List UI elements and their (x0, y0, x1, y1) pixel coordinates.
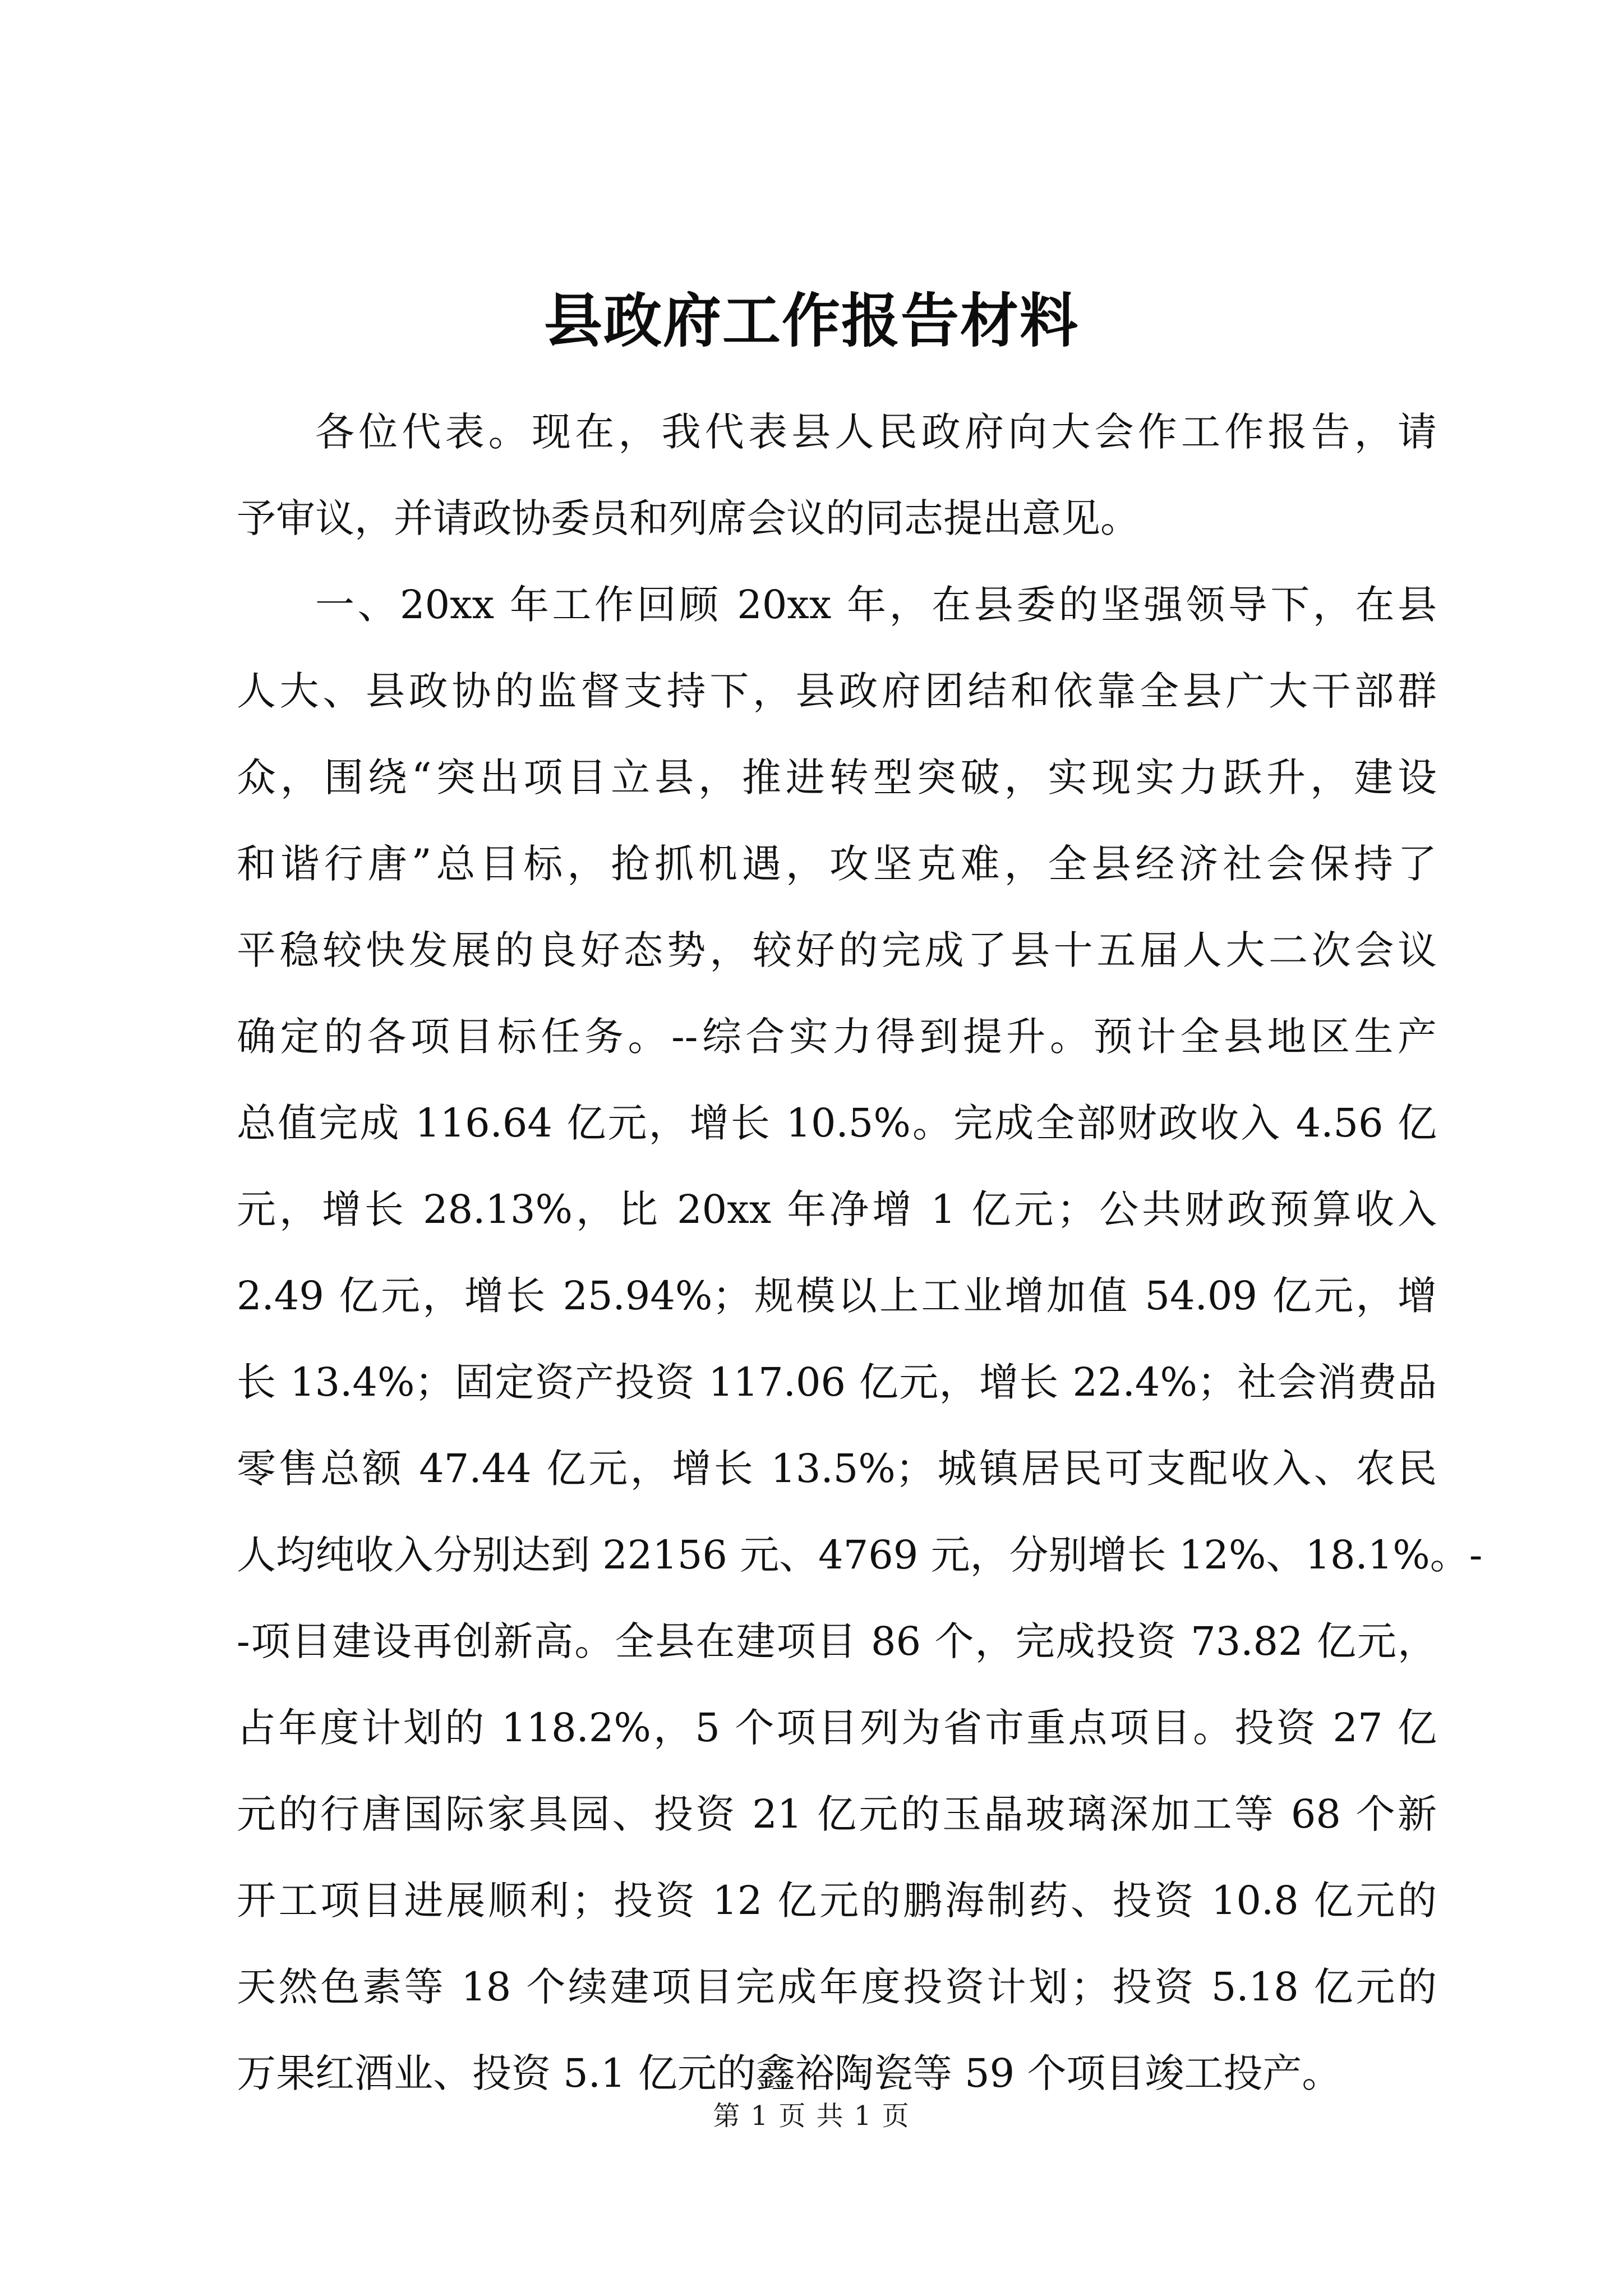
paragraph-2-line-14: 占年度计划的 118.2%，5 个项目列为省市重点项目。投资 27 亿 (237, 1705, 1437, 1751)
paragraph-2-line-17: 天然色素等 18 个续建项目完成年度投资计划；投资 5.18 亿元的 (237, 1964, 1437, 2010)
paragraph-2-line-18: 万果红酒业、投资 5.1 亿元的鑫裕陶瓷等 59 个项目竣工投产。 (237, 2050, 1341, 2096)
page-footer: 第 1 页 共 1 页 (713, 2100, 910, 2132)
paragraph-1-line-2: 予审议，并请政协委员和列席会议的同志提出意见。 (237, 495, 1140, 541)
paragraph-2-line-7: 总值完成 116.64 亿元，增长 10.5%。完成全部财政收入 4.56 亿 (237, 1100, 1437, 1146)
paragraph-2-line-13: -项目建设再创新高。全县在建项目 86 个，完成投资 73.82 亿元， (237, 1618, 1437, 1664)
document-title: 县政府工作报告材料 (543, 286, 1079, 355)
paragraph-2-line-15: 元的行唐国际家具园、投资 21 亿元的玉晶玻璃深加工等 68 个新 (237, 1791, 1437, 1837)
paragraph-2-line-8: 元，增长 28.13%，比 20xx 年净增 1 亿元；公共财政预算收入 (237, 1186, 1437, 1232)
paragraph-2-line-6: 确定的各项目标任务。--综合实力得到提升。预计全县地区生产 (237, 1014, 1437, 1060)
paragraph-2-line-12: 人均纯收入分别达到 22156 元、4769 元，分别增长 12%、18.1%。- (237, 1532, 1483, 1578)
paragraph-2-line-5: 平稳较快发展的良好态势，较好的完成了县十五届人大二次会议 (237, 927, 1437, 973)
document-body (237, 389, 1483, 2116)
paragraph-2-line-3: 众，围绕“突出项目立县，推进转型突破，实现实力跃升，建设 (237, 754, 1437, 800)
paragraph-2-line-9: 2.49 亿元，增长 25.94%；规模以上工业增加值 54.09 亿元，增 (237, 1273, 1437, 1319)
paragraph-2-line-11: 零售总额 47.44 亿元，增长 13.5%；城镇居民可支配收入、农民 (237, 1446, 1437, 1492)
paragraph-2-line-10: 长 13.4%；固定资产投资 117.06 亿元，增长 22.4%；社会消费品 (237, 1359, 1437, 1405)
paragraph-2-line-1: 一、20xx 年工作回顾 20xx 年，在县委的坚强领导下，在县 (315, 582, 1437, 628)
paragraph-2-line-4: 和谐行唐”总目标，抢抓机遇，攻坚克难，全县经济社会保持了 (237, 841, 1437, 887)
paragraph-2-line-16: 开工项目进展顺利；投资 12 亿元的鹏海制药、投资 10.8 亿元的 (237, 1878, 1437, 1924)
paragraph-1-line-1: 各位代表。现在，我代表县人民政府向大会作工作报告，请 (315, 409, 1437, 455)
paragraph-2-line-2: 人大、县政协的监督支持下，县政府团结和依靠全县广大干部群 (237, 668, 1437, 714)
